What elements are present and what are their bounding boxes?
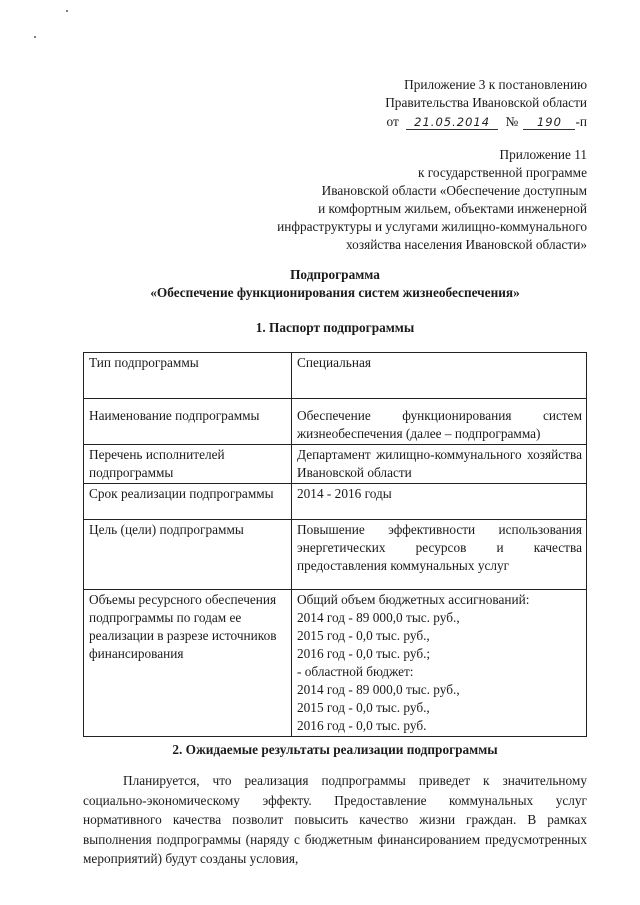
name-value-cell — [292, 399, 587, 445]
table-row — [84, 399, 587, 445]
from-label: от — [386, 114, 399, 129]
appendix-header — [300, 76, 587, 131]
table-row — [84, 590, 587, 737]
subprogram-title-line-2: «Обеспечение функционирования систем жизнеобеспечения» — [150, 285, 520, 300]
name-value: Обеспечение функционирования систем жизнеобеспечения (далее – подпрограмма) — [297, 408, 582, 441]
name-label-cell — [84, 399, 292, 445]
appendix-line-1: Приложение 3 к постановлению — [404, 77, 587, 92]
funding-label-cell: Объемы ресурсного обеспечения подпрограммы по годам ее реализации в разрезе источников финансирования — [84, 590, 292, 737]
scan-speck — [66, 10, 68, 12]
section-1-heading: 1. Паспорт подпрограммы — [255, 320, 415, 335]
type-label-cell: Тип подпрограммы — [84, 353, 292, 399]
resolution-date-number — [300, 113, 587, 131]
subprogram-title-line-1: Подпрограмма — [290, 267, 380, 282]
funding-line: 2014 год - 89 000,0 тыс. руб., — [297, 682, 460, 697]
executors-value-cell: Департамент жилищно-коммунального хозяйства Ивановской области — [292, 445, 587, 484]
program-ref-line-5: инфраструктуры и услугами жилищно-коммунального — [277, 219, 587, 234]
scan-speck — [34, 36, 36, 38]
table-row — [84, 484, 587, 520]
number-suffix: -п — [575, 114, 587, 129]
funding-line: 2016 год - 0,0 тыс. руб.; — [297, 646, 431, 661]
funding-line: 2015 год - 0,0 тыс. руб., — [297, 628, 430, 643]
program-ref-line-1: Приложение 11 — [499, 147, 587, 162]
goal-label-cell: Цель (цели) подпрограммы — [84, 520, 292, 590]
table-row — [84, 445, 587, 484]
funding-line: - областной бюджет: — [297, 664, 414, 679]
goal-value-cell: Повышение эффективности использования энергетических ресурсов и качества предоставления коммунальных услуг — [292, 520, 587, 590]
term-value-cell: 2014 - 2016 годы — [292, 484, 587, 520]
funding-line: Общий объем бюджетных ассигнований: — [297, 592, 530, 607]
type-value-cell: Специальная — [292, 353, 587, 399]
program-ref-line-2: к государственной программе — [417, 165, 587, 180]
program-reference — [240, 146, 587, 254]
executors-label-cell: Перечень исполнителей подпрограммы — [84, 445, 292, 484]
name-label: Наименование подпрограммы — [89, 408, 260, 423]
funding-value-cell — [292, 590, 587, 737]
table-row — [84, 520, 587, 590]
table-row — [84, 353, 587, 399]
funding-line: 2016 год - 0,0 тыс. руб. — [297, 718, 427, 733]
handwritten-date: 21.05.2014 — [406, 115, 498, 130]
program-ref-line-6: хозяйства населения Ивановской области» — [346, 237, 587, 252]
funding-line: 2015 год - 0,0 тыс. руб., — [297, 700, 430, 715]
number-label: № — [505, 114, 519, 129]
funding-line: 2014 год - 89 000,0 тыс. руб., — [297, 610, 460, 625]
subprogram-title — [83, 266, 587, 302]
appendix-line-2: Правительства Ивановской области — [385, 95, 587, 110]
section-2-paragraph: Планируется, что реализация подпрограммы приведет к значительному социально-экономическому эффекту. Предоставление коммунальных услуг нормативного качества позволит повысить качество жизни граждан. В рамках выполнения подпрограммы (наряду с бюджетным финансированием предусмотренных мероприятий) будут созданы условия, — [83, 773, 587, 866]
program-ref-line-3: Ивановской области «Обеспечение доступным — [321, 183, 587, 198]
program-ref-line-4: и комфортным жильем, объектами инженерной — [318, 201, 587, 216]
passport-table — [83, 352, 587, 737]
term-label-cell: Срок реализации подпрограммы — [84, 484, 292, 520]
handwritten-number: 190 — [523, 115, 575, 130]
section-2-heading: 2. Ожидаемые результаты реализации подпрограммы — [172, 742, 498, 757]
